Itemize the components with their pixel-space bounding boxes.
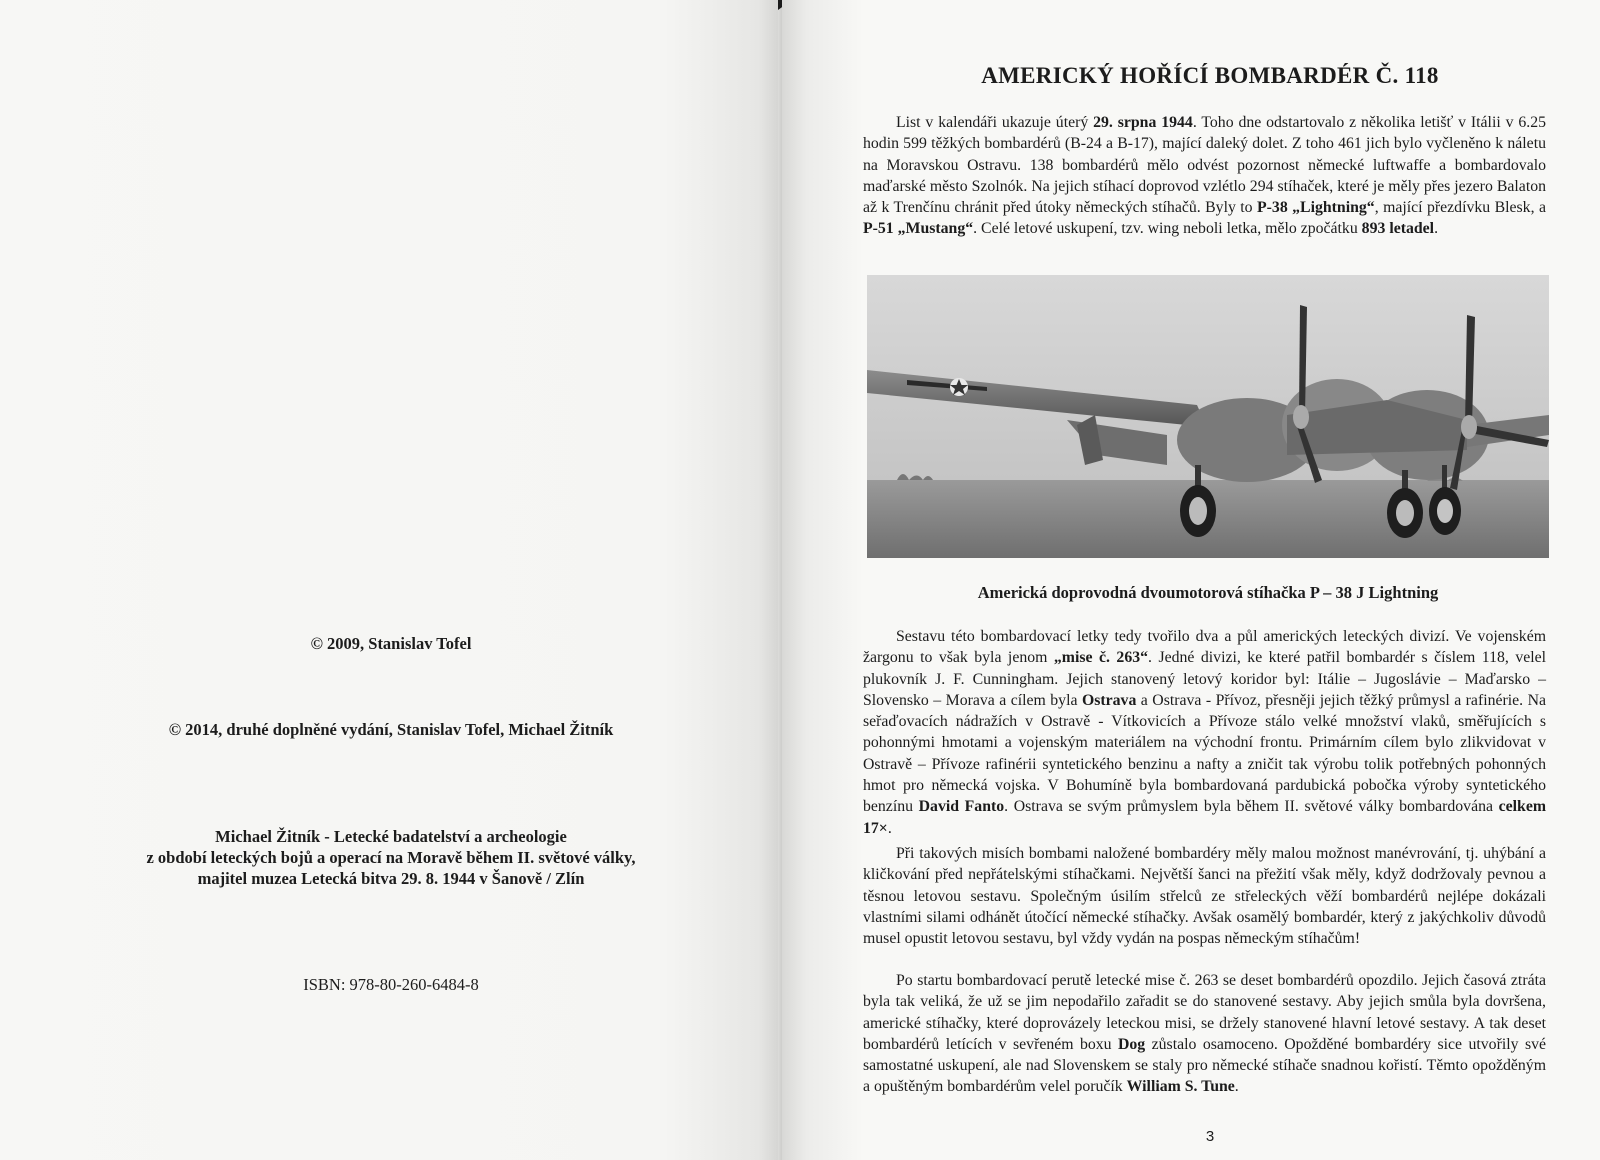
author-note-line: z období leteckých bojů a operací na Moravě během II. světové války, <box>146 848 636 867</box>
text-run: . Celé letové uskupení, tzv. wing neboli letka, mělo zpočátku <box>973 220 1362 238</box>
emphasis-text: William S. Tune <box>1126 1078 1235 1096</box>
text-run: . <box>1234 1078 1239 1096</box>
emphasis-text: „mise č. 263“ <box>1053 649 1149 667</box>
emphasis-text: Dog <box>1118 1035 1146 1053</box>
emphasis-text: 893 letadel <box>1361 220 1435 238</box>
text-run: Sestavu této bombardovací letky tedy tvořilo dva a půl amerických leteckých divizí. Ve vojenském žargonu to však byla jenom <box>863 628 1546 667</box>
copyright-2014: © 2014, druhé doplněné vydání, Stanislav Tofel, Michael Žitník <box>168 720 614 739</box>
paragraph-2 <box>863 626 1546 839</box>
text-run: . Jedné divizi, ke které patřil bombardér s číslem 118, velel plukovník J. F. Cunningham. Jejich stanovený letový koridor byl: Itálie – Jugoslávie – Maďarsko – Slovensko – Morava a cílem byla <box>863 649 1547 709</box>
text-run: a Ostrava - Přívoz, přesněji jejich těžký průmysl a rafinérie. Na seřaďovacích nádražích v Ostravě - Vítkovicích a Přívoze stálo velké množství vlaků, směřujících s pohonnými hmotami a vojenským materiálem na východní frontu. Primárním cílem bylo zlikvidovat v Ostravě – Přívoze rafinérii syntetického benzinu a nafty a zničit tak výrobu tolik potřebných pohonných hmot pro německá vojska. V Bohumíně byla bombardovaná pardubická pobočka výroby syntetického benzínu <box>863 691 1546 816</box>
left-page <box>0 0 782 1160</box>
text-run: . Ostrava se svým průmyslem byla během II. světové války bombardována <box>1004 798 1499 816</box>
text-run: List v kalendáři ukazuje úterý <box>896 114 1094 131</box>
chapter-title: AMERICKÝ HOŘÍCÍ BOMBARDÉR Č. 118 <box>981 63 1439 88</box>
text-run: Po startu bombardovací perutě letecké mise č. 263 se deset bombardérů opozdilo. Jejich časová ztráta byla tak veliká, že už se jim nepodařilo zařadit se do stanovené sestavy. Aby jejich smůla byla dovršena, americké stíhačky, které doprovázely leteckou misi, se držely stanovené hlavní letové sestavy. A tak deset bombardérů letících v sevřeném boxu <box>863 972 1546 1053</box>
photo-caption: Americká doprovodná dvoumotorová stíhačka P – 38 J Lightning <box>977 583 1439 602</box>
author-note <box>0 826 782 889</box>
emphasis-text: P-51 „Mustang“ <box>863 220 974 238</box>
emphasis-text: P-38 „Lightning“ <box>1257 199 1375 217</box>
paragraph-3 <box>863 843 1546 949</box>
text-run: , mající přezdívku Blesk, a <box>1374 199 1546 217</box>
emphasis-text: Ostrava <box>1081 691 1137 709</box>
author-note-line: Michael Žitník - Letecké badatelství a archeologie <box>215 827 567 846</box>
isbn: ISBN: 978-80-260-6484-8 <box>303 975 479 994</box>
text-run: . Toho dne odstartovalo z několika letišť v Itálii v 6.25 hodin 599 těžkých bombardérů (B-24 a B-17), mající daleký dolet. Z toho 461 jich bylo vyčleněno k náletu na Moravskou Ostravu. 138 bombardérů mělo odvést pozornost německé luftwaffe a bombardovalo maďarské město Szolnók. Na jejich stíhací doprovod vzlétlo 294 stíhaček, které je měly přes jezero Balaton až k Trenčínu chránit před útoky německých stíhačů. Byly to <box>863 114 1546 217</box>
emphasis-text: David Fanto <box>918 798 1005 816</box>
text-run: . <box>1434 220 1439 238</box>
paragraph-4 <box>863 970 1546 1098</box>
paragraph-1 <box>863 112 1546 240</box>
copyright-2009: © 2009, Stanislav Tofel <box>310 634 472 653</box>
text-run: Při takových misích bombami naložené bombardéry měly malou možnost manévrování, tj. uhýbání a kličkování před nepřátelskými stíhačkami. Největší šanci na přežití však měly, když dodržovaly pevnou a těsnou letovou sestavu. Společným úsilím střelců ze střeleckých věží bombardérů nejlépe dokázali vlastními silami odhánět útočící německé stíhačky. Avšak osamělý bombardér, který z jakýchkoliv důvodů musel opustit letovou sestavu, byl vždy vydán na pospas německým stíhačům! <box>863 845 1546 948</box>
emphasis-text: celkem 17× <box>863 798 1546 837</box>
page-number: 3 <box>1205 1128 1215 1145</box>
text-run: zůstalo osamoceno. Opožděné bombardéry sice utvořily své samostatné uskupení, ale nad Slovenskem se staly pro německé stíhače snadnou kořistí. Těmto opožděným a opuštěným bombardérům velel poručík <box>863 1035 1546 1096</box>
aircraft-photo <box>867 275 1549 558</box>
emphasis-text: 29. srpna 1944 <box>1093 114 1193 131</box>
author-note-line: majitel muzea Letecká bitva 29. 8. 1944 v Šanově / Zlín <box>197 869 585 888</box>
text-run: . <box>887 819 892 837</box>
